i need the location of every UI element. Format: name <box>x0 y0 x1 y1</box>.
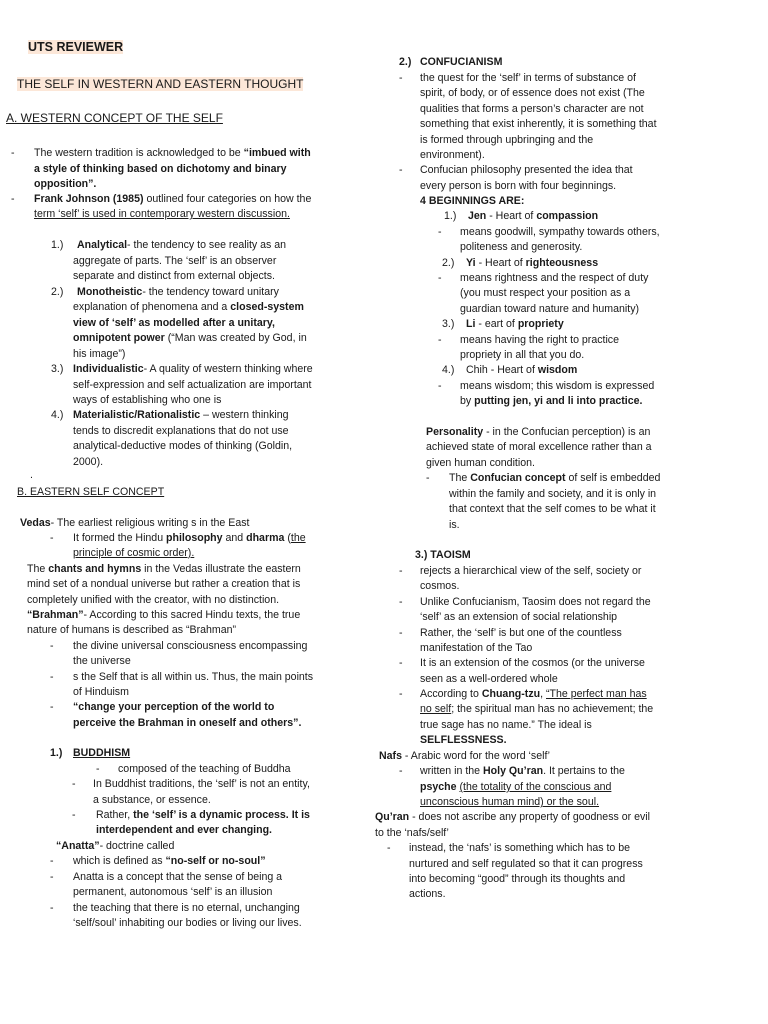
text-run-bold: compassion <box>536 210 599 222</box>
confucianism-q-line-2: every person is born with four beginnings. <box>420 180 617 192</box>
list-dash: - <box>11 147 15 159</box>
vedas-sub-line-2: principle of cosmic order). <box>73 547 195 559</box>
taoism-3b: manifestation of the Tao <box>420 642 533 654</box>
list-dash: - <box>50 902 54 914</box>
list-dash: - <box>399 627 403 639</box>
list-dash: - <box>438 226 442 238</box>
vedas-sub-line-1 <box>73 531 306 547</box>
text-run: - Heart of <box>475 257 526 269</box>
western-bullet-2-line-2: term ‘self’ is used in contemporary western discussion. <box>34 208 290 220</box>
text-run: and <box>222 532 247 544</box>
confucianism-p-line-6: environment). <box>420 149 485 161</box>
jen-def-2: politeness and generosity. <box>460 241 583 253</box>
text-run: ( <box>284 532 291 544</box>
text-run: - A quality of western thinking where <box>143 363 313 375</box>
text-run-bold: Materialistic/Rationalistic <box>73 409 201 421</box>
brahman-def-3a: “change your perception of the world to <box>73 701 275 713</box>
text-run-underline: no self <box>420 703 452 715</box>
text-run: - the tendency toward unitary <box>142 286 279 298</box>
text-run: (“Man was created by God, in <box>164 332 307 344</box>
anatta-line <box>56 839 174 855</box>
text-run: written in the <box>420 765 484 777</box>
anatta-def-3a: the teaching that there is no eternal, unchanging <box>73 902 300 914</box>
nafs-def-1 <box>420 764 625 780</box>
text-run: by <box>460 395 475 407</box>
item-number: 1.) <box>51 239 64 251</box>
text-run-bold: psyche <box>420 781 457 793</box>
confucianism-q-line-1: Confucian philosophy presented the idea that <box>420 164 633 176</box>
text-run: - eart of <box>475 318 518 330</box>
list-dash: - <box>399 164 403 176</box>
chih-def-1: means wisdom; this wisdom is expressed <box>460 380 655 392</box>
text-run: The <box>27 563 49 575</box>
western-bullet-2-line-1 <box>34 192 311 208</box>
text-run-bold: omnipotent power <box>73 332 165 344</box>
personality-line-1 <box>426 425 650 441</box>
item-number: 3.) <box>442 318 455 330</box>
text-run: - Arabic word for the word ‘self’ <box>401 750 550 762</box>
title-text: UTS REVIEWER <box>28 40 124 54</box>
text-run: The <box>449 472 471 484</box>
western-bullet-1-line-3: opposition”. <box>34 178 97 190</box>
buddhism-heading: BUDDHISM <box>73 747 131 759</box>
brahman-def-1a: the divine universal consciousness encompassing <box>73 640 308 652</box>
text-run-bold: chants and hymns <box>48 563 142 575</box>
taoism-1b: cosmos. <box>420 580 460 592</box>
text-run-bold: Vedas <box>20 517 51 529</box>
item-number: 2.) <box>442 257 455 269</box>
individualistic-line-2: self-expression and self actualization are important <box>73 379 312 391</box>
text-run-bold: putting jen, yi and li into practice. <box>474 395 643 407</box>
text-run-bold: Jen <box>468 210 487 222</box>
text-run-bold: Analytical <box>77 239 128 251</box>
list-dash: - <box>50 532 54 544</box>
western-bullet-1-line-2: a style of thinking based on dichotomy and binary <box>34 163 287 175</box>
taoism-1a: rejects a hierarchical view of the self, society or <box>420 565 642 577</box>
list-dash: - <box>387 842 391 854</box>
text-run-bold: philosophy <box>166 532 223 544</box>
monotheistic-line-2 <box>73 300 304 316</box>
four-beginnings-heading: 4 BEGINNINGS ARE: <box>420 195 525 207</box>
text-run-bold: the ‘self’ is a dynamic process. It is <box>133 809 310 821</box>
subtitle-text: THE SELF IN WESTERN AND EASTERN THOUGHT <box>17 77 304 91</box>
vedas-line <box>20 516 249 532</box>
list-dash: - <box>426 472 430 484</box>
buddhism-sub-3a <box>96 808 310 824</box>
monotheistic-line-3: view of ‘self’ as modelled after a unitary, <box>73 317 275 329</box>
list-dash: - <box>399 688 403 700</box>
text-run: – western thinking <box>200 409 289 421</box>
text-run-underline: (the totality of the conscious and <box>459 781 612 793</box>
list-dash: - <box>399 565 403 577</box>
text-run-bold: Li <box>466 318 476 330</box>
buddhism-sub-2a: In Buddhist traditions, the ‘self’ is not an entity, <box>93 778 310 790</box>
text-run: - According to this sacred Hindu texts, the true <box>83 609 301 621</box>
text-run: Chih - Heart of <box>466 364 538 376</box>
quran-line-2: to the ‘nafs/self’ <box>375 827 449 839</box>
quran-def-3: into becoming “good” through its thoughts and <box>409 873 626 885</box>
anatta-def-2a: Anatta is a concept that the sense of being a <box>73 871 283 883</box>
western-bullet-1-line-1 <box>34 146 311 162</box>
text-run: , <box>540 688 546 700</box>
materialistic-line-4: 2000). <box>73 456 104 468</box>
monotheistic-line-5: his image”) <box>73 348 126 360</box>
taoism-3a: Rather, the ‘self’ is but one of the countless <box>420 627 622 639</box>
nafs-def-2 <box>420 780 611 796</box>
text-run: Rather, <box>96 809 134 821</box>
brahman-def-2a: s the Self that is all within us. Thus, the main points <box>73 671 314 683</box>
item-number: 3.) <box>51 363 64 375</box>
jen-line <box>468 209 598 225</box>
jen-def-1: means goodwill, sympathy towards others, <box>460 226 660 238</box>
confucianism-p-line-2: spirit, of body, or of essence does not exist (The <box>420 87 645 99</box>
taoism-7: true sage has no name.” The ideal is <box>420 719 592 731</box>
text-run-underline: the <box>290 532 306 544</box>
text-run-bold: Monotheistic <box>77 286 143 298</box>
analytical-line-1 <box>77 238 286 254</box>
chants-line-2: mind set of a nondual universe but rather a creation that is <box>27 578 301 590</box>
list-dash: - <box>72 809 76 821</box>
chants-line-3: completely unified with the creator, with no distinction. <box>27 594 280 606</box>
list-dash: - <box>50 671 54 683</box>
confucianism-number: 2.) <box>399 56 412 68</box>
text-run-bold: Yi <box>466 257 476 269</box>
taoism-5 <box>420 687 647 703</box>
nafs-line <box>379 749 550 765</box>
list-dash: - <box>399 596 403 608</box>
personality-def-2: within the family and society, and it is only in <box>449 488 657 500</box>
quran-def-1: instead, the ‘nafs’ is something which has to be <box>409 842 631 854</box>
anatta-def-2b: permanent, autonomous ‘self’ is an illusion <box>73 886 273 898</box>
text-run: - doctrine called <box>99 840 175 852</box>
item-number: 4.) <box>442 364 455 376</box>
item-number: 2.) <box>51 286 64 298</box>
list-dash: - <box>399 765 403 777</box>
text-run-bold: wisdom <box>537 364 578 376</box>
chih-line <box>466 363 577 379</box>
brahman-def-2b: of Hinduism <box>73 686 129 698</box>
item-number: 1.) <box>444 210 457 222</box>
yi-def-3: guardian toward nature and humanity) <box>460 303 640 315</box>
text-run: . It pertains to the <box>543 765 625 777</box>
taoism-heading: 3.) TAOISM <box>415 549 471 561</box>
materialistic-line-1 <box>73 408 289 424</box>
text-run: The western tradition is acknowledged to be <box>34 147 244 159</box>
text-run-bold: Chuang-tzu <box>481 688 541 700</box>
text-run: which is defined as <box>73 855 166 867</box>
text-run-bold: Individualistic <box>73 363 144 375</box>
document-title <box>28 40 123 56</box>
text-run-bold: “no-self or no-soul” <box>165 855 266 867</box>
list-dash: - <box>399 657 403 669</box>
list-dash: - <box>11 193 15 205</box>
text-run: ; the spiritual man has no achievement; the <box>451 703 654 715</box>
buddhism-sub-3b: interdependent and ever changing. <box>96 824 273 836</box>
text-run-bold: “Anatta” <box>56 840 100 852</box>
list-dash: - <box>438 334 442 346</box>
list-dash: - <box>50 701 54 713</box>
anatta-def-1 <box>73 854 266 870</box>
text-run: - The earliest religious writing s in the East <box>50 517 250 529</box>
confucianism-p-line-4: something that exist inherently, it is something that <box>420 118 657 130</box>
personality-def-4: is. <box>449 519 460 531</box>
text-run-bold: propriety <box>517 318 564 330</box>
list-dash: - <box>399 72 403 84</box>
confucianism-heading: CONFUCIANISM <box>420 56 503 68</box>
text-run-bold: closed-system <box>230 301 304 313</box>
quran-line-1 <box>375 810 650 826</box>
section-a-heading: A. WESTERN CONCEPT OF THE SELF <box>6 111 223 125</box>
li-line <box>466 317 564 333</box>
confucianism-p-line-1: the quest for the ‘self’ in terms of substance of <box>420 72 636 84</box>
quran-def-2: nurtured and self regulated so that it can progress <box>409 858 643 870</box>
brahman-line-2: nature of humans is described as “Brahman” <box>27 624 237 636</box>
text-run-bold: Confucian concept <box>470 472 566 484</box>
list-dash: - <box>96 763 100 775</box>
list-dash: - <box>438 272 442 284</box>
text-run-bold: Qu’ran <box>375 811 410 823</box>
individualistic-line-1 <box>73 362 313 378</box>
personality-line-3: given human condition. <box>426 457 535 469</box>
taoism-4a: It is an extension of the cosmos (or the universe <box>420 657 645 669</box>
text-run: According to <box>420 688 482 700</box>
confucianism-p-line-5: is formed through upbringing and the <box>420 134 594 146</box>
text-run-underline: “The perfect man has <box>546 688 647 700</box>
list-dash: - <box>72 778 76 790</box>
text-run: - the tendency to see reality as an <box>127 239 287 251</box>
text-run: outlined four categories on how the <box>143 193 312 205</box>
individualistic-line-3: ways of establishing who one is <box>73 394 222 406</box>
text-run: explanation of phenomena and a <box>73 301 231 313</box>
taoism-4b: seen as a well-ordered whole <box>420 673 558 685</box>
monotheistic-line-1 <box>77 285 279 301</box>
personality-line-2: achieved state of moral excellence rather than a <box>426 441 652 453</box>
text-run: of self is embedded <box>565 472 661 484</box>
stray-dot: . <box>30 469 33 481</box>
personality-def-3: that context that the self comes to be what it <box>449 503 656 515</box>
li-def-1: means having the right to practice <box>460 334 619 346</box>
text-run: - does not ascribe any property of goodness or evil <box>409 811 650 823</box>
text-run-bold: Personality <box>426 426 484 438</box>
analytical-line-2: aggregate of parts. The ‘self’ is an observer <box>73 255 277 267</box>
item-number: 4.) <box>51 409 64 421</box>
text-run: in the Vedas illustrate the eastern <box>141 563 301 575</box>
li-def-2: propriety in all that you do. <box>460 349 585 361</box>
taoism-8: SELFLESSNESS. <box>420 734 507 746</box>
brahman-line-1 <box>27 608 300 624</box>
list-dash: - <box>50 640 54 652</box>
brahman-def-3b: perceive the Brahman in oneself and others”. <box>73 717 302 729</box>
taoism-2a: Unlike Confucianism, Taosim does not regard the <box>420 596 651 608</box>
yi-line <box>466 256 598 272</box>
confucianism-p-line-3: qualities that forms a person’s character are not <box>420 103 644 115</box>
taoism-6 <box>420 702 653 718</box>
nafs-def-3: unconscious human mind) or the soul. <box>420 796 600 808</box>
quran-def-4: actions. <box>409 888 446 900</box>
buddhism-sub-2b: a substance, or essence. <box>93 794 211 806</box>
materialistic-line-2: tends to discredit explanations that do not use <box>73 425 289 437</box>
chih-def-2 <box>460 394 642 410</box>
materialistic-line-3: analytical-deductive modes of thinking (Goldin, <box>73 440 293 452</box>
personality-def-1 <box>449 471 660 487</box>
buddhism-sub-1: composed of the teaching of Buddha <box>118 763 291 775</box>
yi-def-2: (you must respect your position as a <box>460 287 631 299</box>
list-dash: - <box>438 380 442 392</box>
taoism-2b: ‘self’ as an extension of social relationship <box>420 611 618 623</box>
text-run-bold: Frank Johnson (1985) <box>34 193 144 205</box>
analytical-line-3: separate and distinct from external objects. <box>73 270 275 282</box>
section-b-heading: B. EASTERN SELF CONCEPT <box>17 486 165 498</box>
text-run: - in the Confucian perception) is an <box>483 426 651 438</box>
list-dash: - <box>50 855 54 867</box>
anatta-def-3b: ‘self/soul’ inhabiting our bodies or living our lives. <box>73 917 302 929</box>
list-dash: - <box>50 871 54 883</box>
monotheistic-line-4 <box>73 331 307 347</box>
text-run-bold: dharma <box>246 532 285 544</box>
text-run-bold: righteousness <box>525 257 599 269</box>
text-run-bold: “Brahman” <box>27 609 84 621</box>
document-subtitle <box>17 77 303 93</box>
buddhism-number: 1.) <box>50 747 63 759</box>
yi-def-1: means rightness and the respect of duty <box>460 272 649 284</box>
text-run: It formed the Hindu <box>73 532 167 544</box>
text-run-bold: “imbued with <box>243 147 311 159</box>
chants-line-1 <box>27 562 301 578</box>
text-run-bold: Holy Qu’ran <box>483 765 544 777</box>
text-run: - Heart of <box>486 210 537 222</box>
brahman-def-1b: the universe <box>73 655 131 667</box>
text-run-bold: Nafs <box>379 750 402 762</box>
